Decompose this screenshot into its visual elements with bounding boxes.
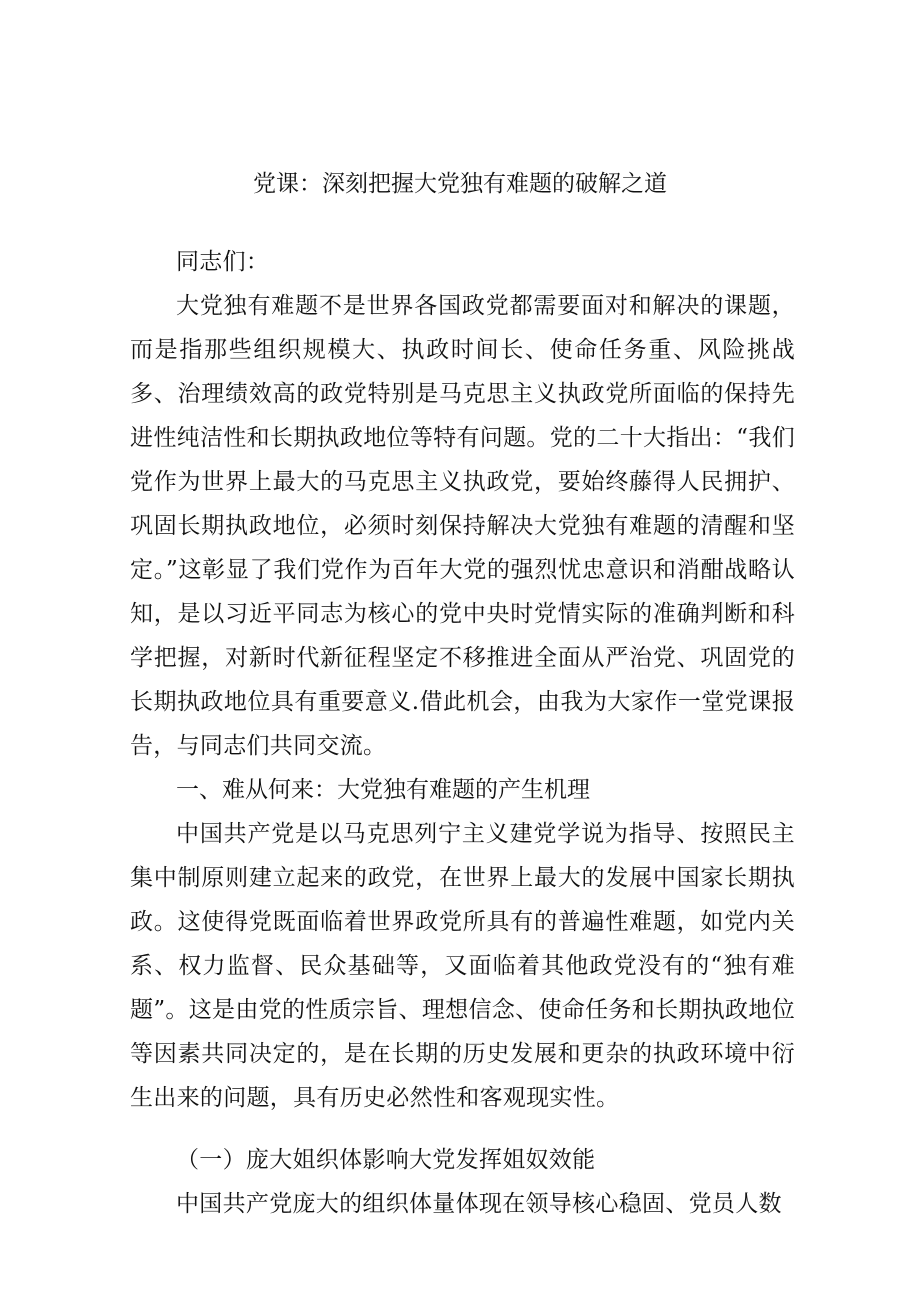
document-body bbox=[130, 240, 795, 1226]
paragraph-intro: 大党独有难题不是世界各国政党都需要面对和解决的课题，而是指那些组织规模大、执政时间长、使命任务重、风险挑战多、治理绩效高的政党特别是马克思主义执政党所面临的保持先进性纯洁性和长期执政地位等特有问题。党的二十大指出：“我们党作为世界上最大的马克思主义执政党，要始终藤得人民拥护、巩固长期执政地位，必须时刻保持解决大党独有难题的清醒和坚定。”这彰显了我们党作为百年大党的强烈忧忠意识和消酣战略认知，是以习近平同志为核心的党中央时党情实际的准确判断和科学把握，对新时代新征程坚定不移推进全面从严治党、巩固党的长期执政地位具有重要意义.借此机会，由我为大家作一堂党课报告，与同志们共同交流。 bbox=[130, 293, 795, 759]
salutation: 同志们： bbox=[176, 249, 270, 275]
paragraph-organization: 中国共产党庞大的组织体量体现在领导核心稳固、党员人数 bbox=[176, 1191, 782, 1217]
section-heading-1: 一、难从何来：大党独有难题的产生机理 bbox=[176, 777, 590, 803]
document-title: 党课：深刻把握大党独有难题的破解之道 bbox=[253, 171, 667, 197]
paragraph-origin: 中国共产党是以马克思列宁主义建党学说为指导、按照民主集中制原则建立起来的政党，在世界上最大的发展中国家长期执政。这使得党既面临着世界政党所具有的普遍性难题，如党内关系、权力监督、民众基础等，又面临着其他政党没有的“独有难题”。这是由党的性质宗旨、理想信念、使命任务和长期执政地位等因素共同决定的，是在长期的历史发展和更杂的执政环境中衍生出来的问题，具有历史必然性和客观现实性。 bbox=[130, 821, 795, 1111]
subsection-heading-1: （一）庞大姐织体影响大党发挥姐奴效能 bbox=[176, 1147, 596, 1173]
